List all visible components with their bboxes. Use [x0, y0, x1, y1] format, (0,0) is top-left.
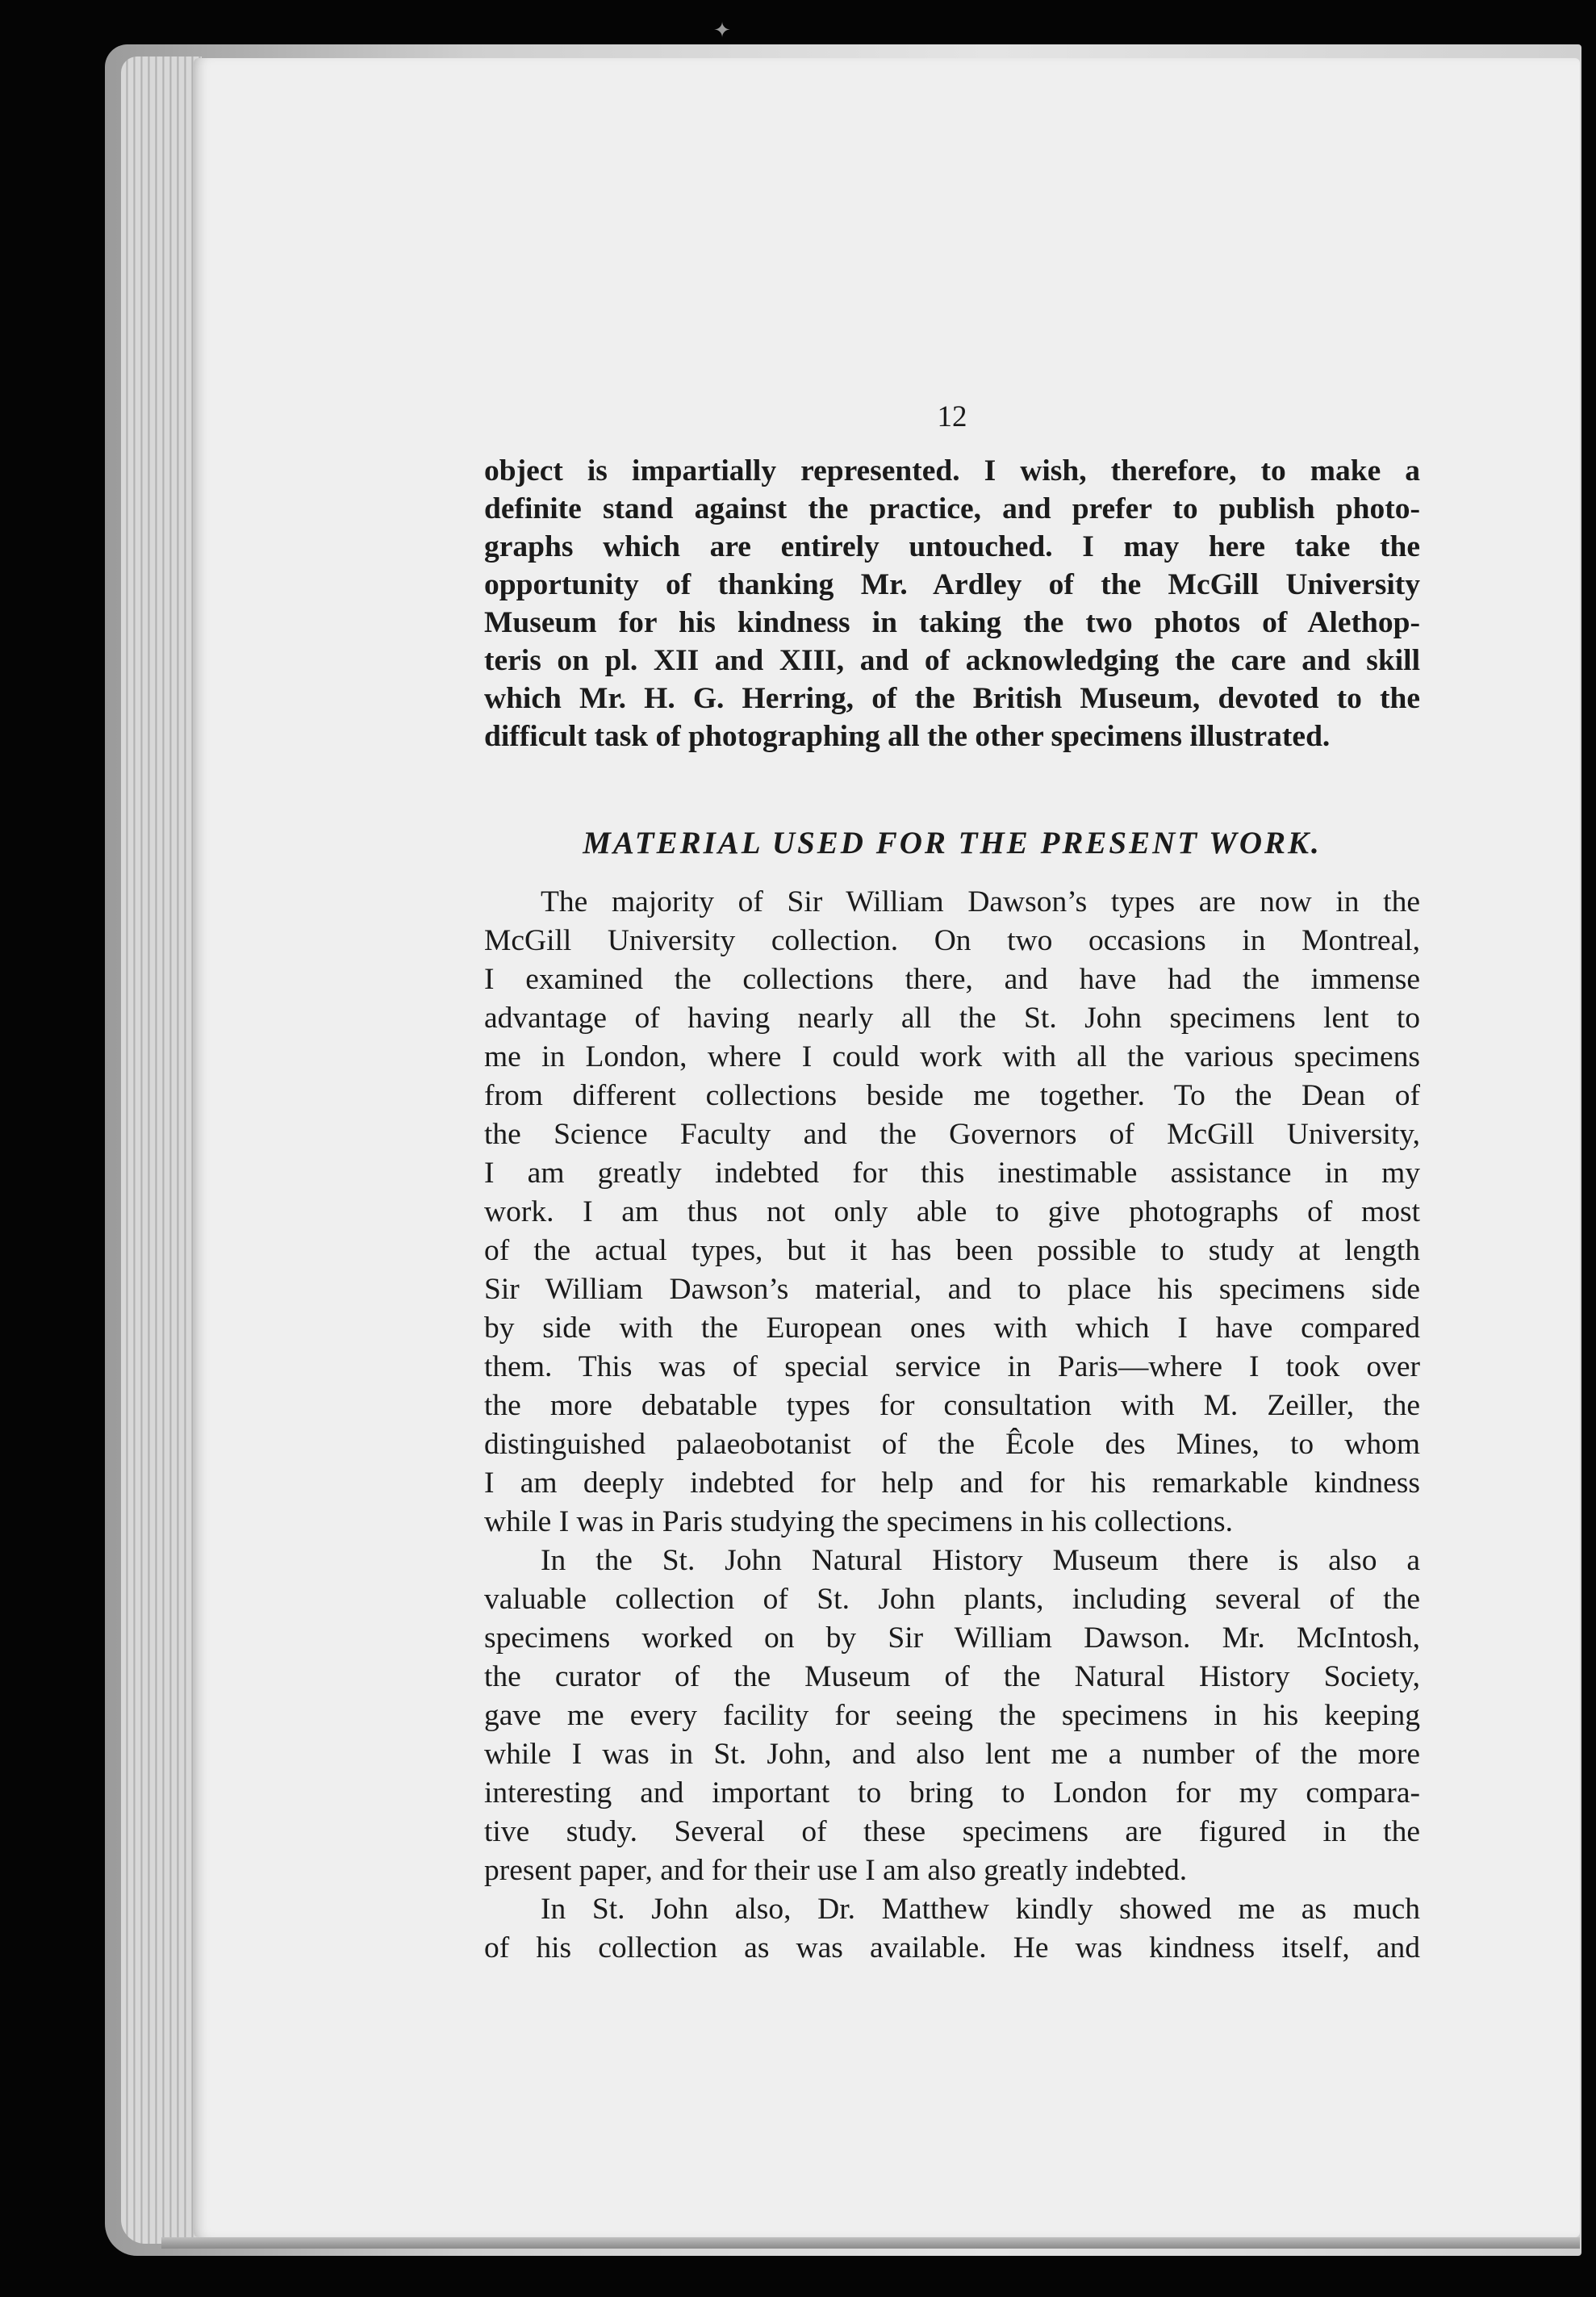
text-line: McGill University collection. On two occasions in Montreal, [484, 924, 1420, 957]
text-line: while I was in St. John, and also lent me a number of the more [484, 1738, 1420, 1771]
text-line: me in London, where I could work with all the various specimens [484, 1040, 1420, 1073]
text-line: which Mr. H. G. Herring, of the British Museum, devoted to the [484, 682, 1420, 715]
text-line: them. This was of special service in Paris—where I took over [484, 1350, 1420, 1383]
text-line: work. I am thus not only able to give photographs of most [484, 1195, 1420, 1228]
section-heading: MATERIAL USED FOR THE PRESENT WORK. [583, 826, 1322, 860]
top-mark: ✦ [713, 19, 731, 42]
text-line: opportunity of thanking Mr. Ardley of the McGill University [484, 568, 1420, 601]
text-line: In the St. John Natural History Museum there is also a [541, 1544, 1420, 1577]
text-line: specimens worked on by Sir William Dawson. Mr. McIntosh, [484, 1621, 1420, 1655]
text-line: tive study. Several of these specimens are figured in the [484, 1815, 1420, 1848]
intro-paragraph [484, 452, 1420, 755]
text-line: Sir William Dawson’s material, and to place his specimens side [484, 1273, 1420, 1306]
text-line: while I was in Paris studying the specimens in his collections. [484, 1505, 1233, 1538]
text-line: I am greatly indebted for this inestimable assistance in my [484, 1157, 1420, 1190]
text-line: object is impartially represented. I wish, therefore, to make a [484, 454, 1420, 487]
text-line: definite stand against the practice, and prefer to publish photo- [484, 492, 1420, 525]
text-line: teris on pl. XII and XIII, and of acknowledging the care and skill [484, 644, 1420, 677]
page-number: 12 [937, 400, 967, 433]
text-line: I examined the collections there, and have had the immense [484, 963, 1420, 996]
text-line: from different collections beside me together. To the Dean of [484, 1079, 1420, 1112]
text-line: the more debatable types for consultation with M. Zeiller, the [484, 1389, 1420, 1422]
text-line: of the actual types, but it has been possible to study at length [484, 1234, 1420, 1267]
text-line: Museum for his kindness in taking the two photos of Alethop- [484, 606, 1420, 639]
text-line: the Science Faculty and the Governors of McGill University, [484, 1118, 1420, 1151]
text-line: of his collection as was available. He was kindness itself, and [484, 1931, 1420, 1964]
text-line: interesting and important to bring to London for my compara- [484, 1776, 1420, 1810]
text-line: difficult task of photographing all the other specimens illustrated. [484, 720, 1331, 753]
text-line: advantage of having nearly all the St. John specimens lent to [484, 1002, 1420, 1035]
text-line: distinguished palaeobotanist of the Êcole des Mines, to whom [484, 1428, 1420, 1461]
text-line: gave me every facility for seeing the specimens in his keeping [484, 1699, 1420, 1732]
text-line: The majority of Sir William Dawson’s types are now in the [541, 885, 1420, 918]
text-line: graphs which are entirely untouched. I may here take the [484, 530, 1420, 563]
body-paragraphs [484, 883, 1420, 1968]
page-bottom-rim [161, 2237, 1580, 2249]
text-line: I am deeply indebted for help and for his remarkable kindness [484, 1466, 1420, 1500]
text-line: the curator of the Museum of the Natural History Society, [484, 1660, 1420, 1693]
text-line: In St. John also, Dr. Matthew kindly showed me as much [541, 1893, 1420, 1926]
text-line: valuable collection of St. John plants, including several of the [484, 1583, 1420, 1616]
text-line: present paper, and for their use I am also greatly indebted. [484, 1854, 1188, 1887]
text-line: by side with the European ones with which I have compared [484, 1312, 1420, 1345]
